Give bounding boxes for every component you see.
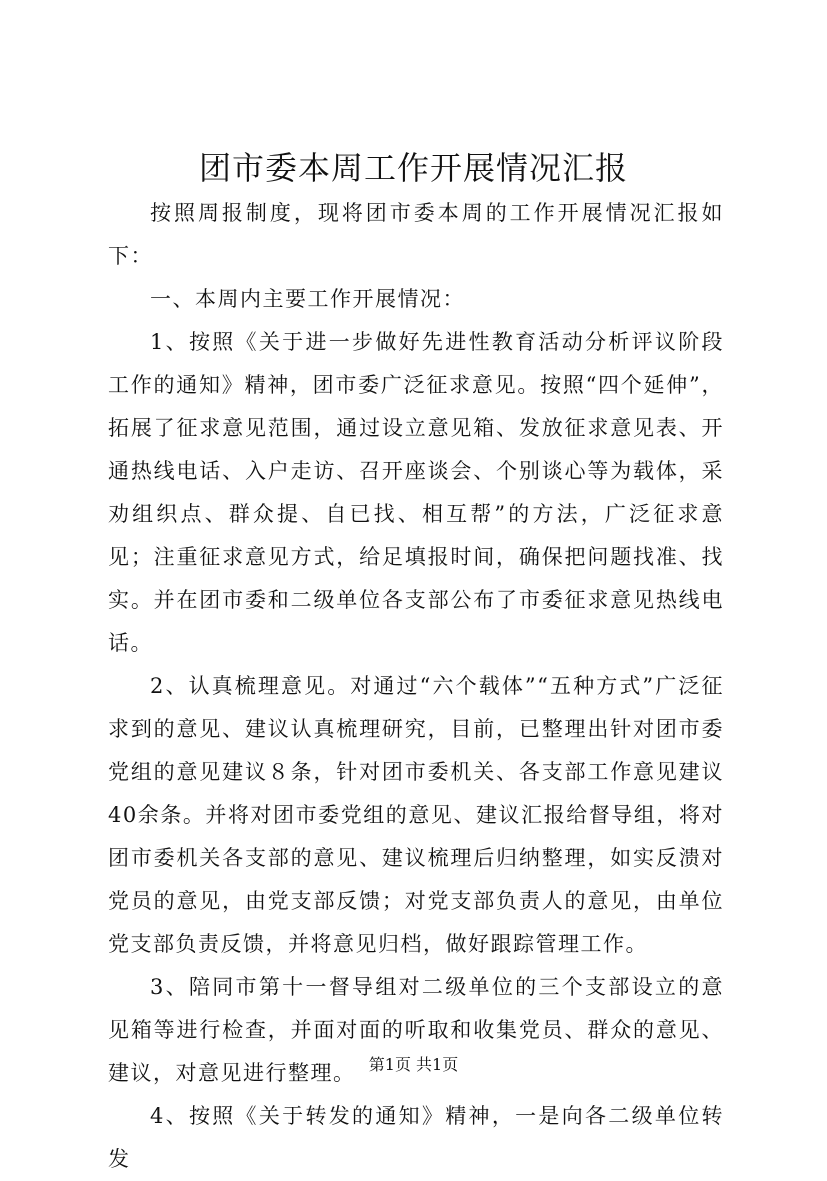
paragraph-item-1: 1、按照《关于进一步做好先进性教育活动分析评议阶段工作的通知》精神，团市委广泛征求意见。按照“四个延伸”，拓展了征求意见范围，通过设立意见箱、发放征求意见表、开通热线电话、入户走访、召开座谈会、个别谈心等为载体，采劝组织点、群众提、自已找、相互帮”的方法，广泛征求意见；注重征求意见方式，给足填报时间，确保把问题找准、找实。并在团市委和二级单位各支部公布了市委征求意见热线电话。 [108,330,724,655]
paragraph-item-4: 4、按照《关于转发的通知》精神，一是向各二级单位转发 [108,1104,724,1171]
section-heading: 一、本周内主要工作开展情况： [150,287,465,311]
paragraph-item-2: 2、认真梳理意见。对通过“六个载体”“五种方式”广泛征求到的意见、建议认真梳理研究，目前，已整理出针对团市委党组的意见建议８条，针对团市委机关、各支部工作意见建议40余条。并将对团市委党组的意见、建议汇报给督导组，将对团市委机关各支部的意见、建议梳理后归纳整理，如实反溃对党员的意见，由党支部反馈；对党支部负责人的意见，由单位党支部负责反馈，并将意见归档，做好跟踪管理工作。 [108,674,724,956]
document-body [108,192,724,1181]
page-footer: 第1页 共1页 [368,1055,459,1074]
document-title: 团市委本周工作开展情况汇报 [198,149,628,187]
intro-paragraph: 按照周报制度，现将团市委本周的工作开展情况汇报如下： [108,201,724,268]
paragraph-item-3: 3、陪同市第十一督导组对二级单位的三个支部设立的意见箱等进行检查，并面对面的听取和收集党员、群众的意见、建议，对意见进行整理。 [108,975,724,1085]
